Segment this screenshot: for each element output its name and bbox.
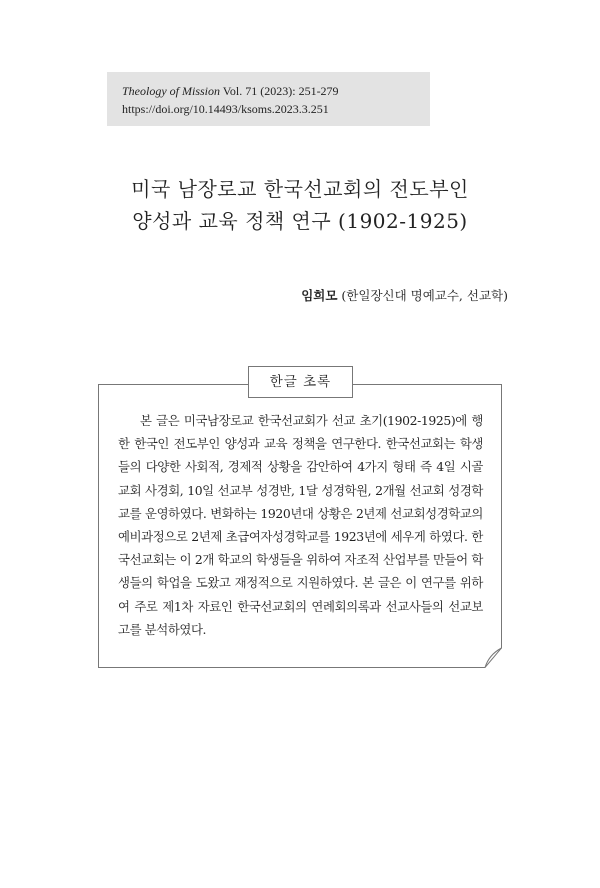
abstract-body: 본 글은 미국남장로교 한국선교회가 선교 초기(1902-1925)에 행한 한국인 전도부인 양성과 교육 정책을 연구한다. 한국선교회는 학생들의 다양한 사회적, 경제적 상황을 감안하여 4가지 형태 즉 4일 시골교회 사경회, 10일 선교부 성경반, 1달 성경학원, 2개월 선교회 성경학교를 운영하였다. 변화하는 1920년대 상황은 2년제 선교회성경학교의 예비과정으로 2년제 초급여자성경학교를 1923년에 세우게 하였다. 한국선교회는 이 2개 학교의 학생들을 위하여 자조적 산업부를 만들어 학생들의 학업을 도왔고 재정적으로 지원하였다. 본 글은 이 연구를 위하여 주로 제1차 자료인 한국선교회의 연례회의록과 선교사들의 선교보고를 분석하였다. bbox=[118, 413, 483, 637]
paper-title-line-2: 양성과 교육 정책 연구 (1902-1925) bbox=[132, 209, 468, 233]
author-name: 임희모 bbox=[301, 288, 338, 303]
journal-name: Theology of Mission bbox=[122, 84, 220, 98]
paper-title-line-1: 미국 남장로교 한국선교회의 전도부인 bbox=[131, 177, 469, 201]
author-affiliation: (한일장신대 명예교수, 선교학) bbox=[337, 288, 508, 303]
author-info bbox=[301, 286, 508, 304]
abstract-label: 한글 초록 bbox=[248, 366, 353, 398]
citation-header bbox=[107, 72, 430, 126]
citation-line bbox=[122, 84, 339, 99]
volume-pages: Vol. 71 (2023): 251-279 bbox=[220, 84, 339, 98]
doi-link[interactable]: https://doi.org/10.14493/ksoms.2023.3.251 bbox=[122, 102, 329, 116]
